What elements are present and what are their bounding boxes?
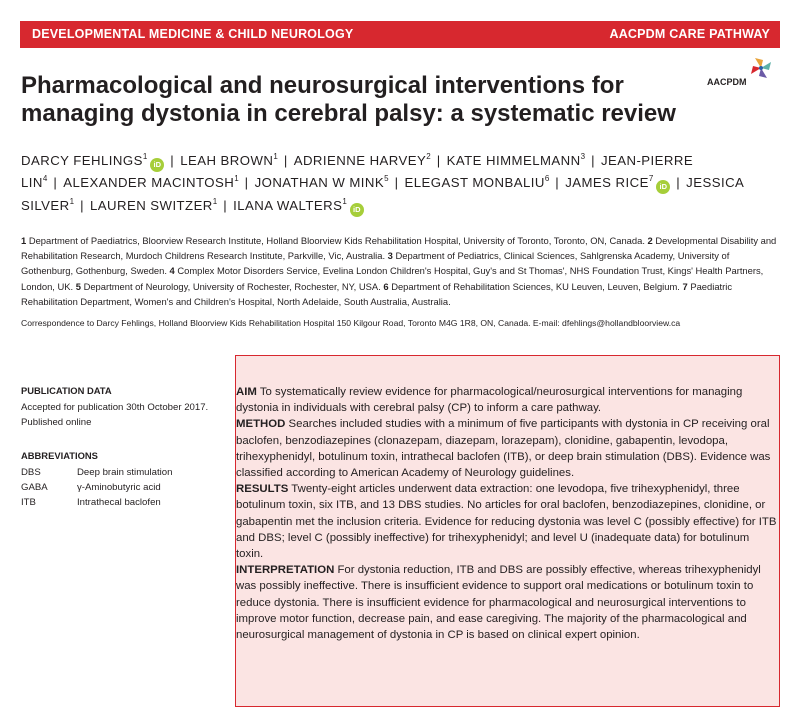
abbreviation: GABA	[21, 482, 48, 493]
abbreviation-row	[21, 465, 231, 480]
author-separator: |	[436, 153, 441, 168]
author-affiliation-marker: 3	[580, 152, 586, 161]
author: ALEXANDER MACINTOSH	[63, 175, 235, 191]
author-affiliation-marker: 1	[142, 152, 148, 161]
published-online: Published online	[21, 417, 92, 428]
aim-text: To systematically review evidence for pharmacological/neurosurgical interventions for managing dystonia in individuals with cerebral palsy (CP) to inform a care pathway.	[236, 386, 743, 415]
author: JONATHAN W MINK	[254, 175, 385, 191]
author-affiliation-marker: 4	[42, 174, 48, 184]
affiliation-text: Paediatric Rehabilitation Department, Women's and Children's Hospital, North Adelaide, South Australia, Australia.	[21, 280, 733, 307]
abbreviation-meaning: Intrathecal baclofen	[77, 497, 161, 508]
publication-sidebar	[21, 384, 231, 510]
author-separator: |	[80, 197, 84, 213]
author-separator: |	[283, 153, 288, 168]
affiliation-number: 7	[682, 280, 688, 292]
author: LAUREN SWITZER	[89, 197, 213, 213]
interpretation-label: INTERPRETATION	[236, 564, 335, 577]
author: JAMES RICE	[565, 175, 649, 191]
abstract-interpretation	[236, 562, 778, 643]
author-affiliation-marker: 1	[69, 196, 75, 206]
author-separator: |	[676, 175, 681, 191]
author: JESSICA SILVER	[21, 175, 744, 213]
affiliation-text: Department of Pediatrics, Clinical Sciences, Sahlgrenska Academy, University of Gothenburg, Gothenburg, Sweden.	[21, 250, 730, 277]
author-affiliation-marker: 1	[273, 152, 278, 161]
author-separator: |	[170, 153, 175, 168]
affiliation-number: 5	[75, 280, 81, 292]
author-separator: |	[244, 175, 249, 191]
affiliation-text: Complex Motor Disorders Service, Evelina London Children's Hospital, Guy's and St Thomas', NHS Foundation Trust, Kings' Health Partners, London, UK.	[21, 265, 764, 292]
author-list	[21, 150, 781, 217]
orcid-icon[interactable]: iD	[350, 203, 364, 217]
abbreviations-list	[21, 465, 231, 510]
pinwheel-icon	[747, 56, 775, 80]
author-affiliation-marker: 1	[212, 196, 218, 206]
author-separator: |	[223, 197, 228, 213]
section-label: AACPDM CARE PATHWAY	[609, 27, 770, 41]
author-affiliation-marker: 5	[384, 174, 389, 184]
author: LEAH BROWN	[180, 153, 274, 168]
abstract-method	[236, 416, 778, 481]
abstract	[236, 384, 778, 643]
affiliation-number: 3	[387, 250, 393, 262]
publication-data-heading: PUBLICATION DATA	[21, 385, 112, 396]
author: DARCY FEHLINGS	[21, 153, 143, 168]
author: JEAN-PIERRE LIN	[21, 153, 694, 191]
abstract-aim	[236, 384, 778, 416]
aim-label: AIM	[236, 386, 257, 398]
author: KATE HIMMELMANN	[446, 153, 581, 168]
journal-name: DEVELOPMENTAL MEDICINE & CHILD NEUROLOGY	[32, 27, 354, 41]
method-text: Searches included studies with a minimum of five participants with dystonia in CP receiving oral baclofen, benzodiazepines (clonazepam, diazepam, lorazepam), clonidine, gabapentin, levodopa, trihexyphenidyl, botulinum toxin, intrathecal baclofen (ITB), or deep brain stimulation (DBS). Evidence was classified according to American Academy of Neurology guidelines.	[236, 418, 771, 480]
abbreviation-row	[21, 480, 231, 495]
affiliations	[21, 233, 783, 309]
author-affiliation-marker: 7	[648, 174, 654, 184]
orcid-icon[interactable]: iD	[656, 180, 670, 194]
author-separator: |	[555, 175, 560, 191]
author-separator: |	[394, 175, 399, 191]
abbreviation: ITB	[21, 497, 36, 508]
interpretation-text: For dystonia reduction, ITB and DBS are possibly effective, whereas trihexyphenidyl was possibly ineffective. There is insufficient evidence to support oral medications or botulinum toxin to reduce dystonia. There is insufficient evidence for pharmacological and neurosurgical interventions to improve motor function, decrease pain, and ease caregiving. The majority of the pharmacological and neurosurgical management of dystonia in CP is based on clinical expert opinion.	[236, 564, 761, 642]
affiliation-number: 1	[21, 235, 27, 246]
author-affiliation-marker: 2	[426, 152, 431, 161]
abbreviation-row	[21, 495, 231, 510]
affiliation-number: 6	[383, 280, 389, 292]
affiliation-text: Department of Rehabilitation Sciences, KU Leuven, Leuven, Belgium.	[391, 280, 680, 292]
author-separator: |	[591, 153, 595, 168]
orcid-icon[interactable]: iD	[150, 158, 164, 172]
method-label: METHOD	[236, 418, 286, 431]
author-affiliation-marker: 6	[544, 174, 550, 184]
abbreviation-meaning: Deep brain stimulation	[77, 467, 173, 478]
logo-text: AACPDM	[707, 77, 747, 87]
author-affiliation-marker: 1	[234, 174, 239, 184]
affiliation-text: Developmental Disability and Rehabilitation Research, Murdoch Childrens Research Institute, Parkville, Vic, Australia.	[21, 235, 777, 262]
article-title: Pharmacological and neurosurgical interventions for managing dystonia in cerebral palsy: a systematic review	[21, 72, 676, 127]
affiliation-text: Department of Neurology, University of Rochester, Rochester, NY, USA.	[83, 280, 381, 292]
abbreviations-heading: ABBREVIATIONS	[21, 450, 98, 461]
affiliation-number: 4	[169, 265, 175, 277]
journal-banner	[20, 21, 780, 48]
results-label: RESULTS	[236, 483, 289, 496]
author-affiliation-marker: 1	[342, 196, 347, 206]
abbreviation-meaning: γ-Aminobutyric acid	[77, 482, 161, 493]
author: ELEGAST MONBALIU	[404, 175, 545, 191]
affiliation-number: 2	[647, 235, 653, 246]
correspondence: Correspondence to Darcy Fehlings, Holland Bloorview Kids Rehabilitation Hospital 150 Kilgour Road, Toronto M4G 1R8, ON, Canada. E-mail: dfehlings@hollandbloorview.ca	[21, 318, 681, 328]
author: ADRIENNE HARVEY	[293, 153, 427, 168]
accepted-date: Accepted for publication 30th October 2017.	[21, 402, 209, 413]
abstract-results	[236, 481, 778, 562]
author-separator: |	[53, 175, 58, 191]
affiliation-text: Department of Paediatrics, Bloorview Research Institute, Holland Bloorview Kids Rehabilitation Hospital, University of Toronto, Toronto, ON, Canada.	[28, 235, 645, 246]
abstract-box	[235, 355, 780, 707]
aacpdm-logo	[707, 56, 767, 92]
author: ILANA WALTERS	[233, 197, 343, 213]
abbreviation: DBS	[21, 467, 41, 478]
results-text: Twenty-eight articles underwent data extraction: one levodopa, five trihexyphenidyl, three botulinum toxin, six ITB, and 13 DBS studies. No articles for oral baclofen, benzodiazepines, clonidine, or gabapentin met the inclusion criteria. Evidence for reducing dystonia was level C (possibly effective) for ITB and DBS; level C (possibly ineffective) for trihexyphenidyl; and level U (inadequate data) for botulinum toxin.	[236, 483, 777, 561]
